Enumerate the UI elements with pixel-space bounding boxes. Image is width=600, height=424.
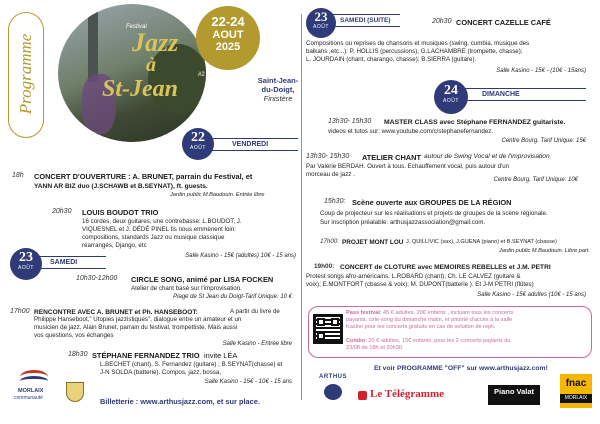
logo-edition: #2 <box>198 72 205 78</box>
sun-price-1: Centre Bourg. Tarif Unique: 15€ <box>501 138 586 144</box>
sat-line-2d: vos questions, vos échanges <box>34 332 114 339</box>
sat-line-2c: musicien de jazz, Alain Brunet, parrain du festival, trompettiste. Mais aussi <box>34 324 238 331</box>
sun-time-1: 13h30- 15h30 <box>328 118 372 125</box>
festival-word: Festival <box>126 24 147 30</box>
sat-time-1: 10h30-12h00 <box>76 275 118 282</box>
date-year: 2025 <box>215 41 241 53</box>
sun-time-4: 19h00: <box>314 263 335 270</box>
location-line1: Saint-Jean- <box>257 76 299 85</box>
sat-title-3: STÉPHANE FERNANDEZ TRIO <box>92 351 200 360</box>
fri-time-1: 18h <box>12 172 24 179</box>
fri-title-2: LOUIS BOUDOT TRIO <box>82 208 159 217</box>
day-label-sunday: DIMANCHE <box>482 91 520 98</box>
pass-line-3: Kasino pour les concerts gratuits en cas de solution de repli. <box>346 324 496 330</box>
sun-line-2b: morceau de jazz . <box>306 171 355 178</box>
qr-finder-3 <box>317 332 325 340</box>
telegramme-logo <box>358 388 464 404</box>
sun-line-3c: J. QUILLIVIC (sax), J.GUENA (piano) et B.SEYNAT (cbasse) <box>406 239 557 245</box>
date-circle <box>196 6 260 70</box>
sun-line-2a: Par Valérie BERDAH. Ouvert à tous. Echauffement vocal, puis autour d'un <box>306 163 510 170</box>
day-month-22: AOÛT <box>190 145 206 151</box>
arthus-mark <box>324 384 342 400</box>
day-num-22: 22 <box>191 130 205 145</box>
morlaix-text: MORLAIX <box>18 388 44 394</box>
sat-invite-3: invite LÉA <box>204 351 238 360</box>
sat-time-3: 18h30 <box>68 351 88 358</box>
ticket-line: Billetterie : www.arthusjazz.com, et sur place. <box>100 397 260 406</box>
logo-a: à <box>146 54 156 76</box>
sun-line-4b: voix); E.MONTFORT (cbasse & voix); M. DUPONT(batterie ). Et J-M PETRI (flûtes) <box>306 281 534 288</box>
sat-line-3a: L.BECHET (chant), S. Fernandez (guitare) ; B.SEYNAT(chasse) et <box>100 361 283 368</box>
morlaix-text2: communauté <box>14 395 43 401</box>
fri-line-2d: réarrangés, Django, etc <box>82 242 147 249</box>
fri-line-2b: VIQUESNEL et J. DÉDÉ PINEL Ils nous emmènent loin: <box>82 226 236 233</box>
arthus-text: ARTHUS <box>319 374 347 380</box>
combo-line-1 <box>346 338 511 345</box>
church-tower <box>88 12 98 82</box>
sat-line-1: Atelier de chant basé sur l'improvisation. <box>131 285 242 292</box>
logo-jazz: Jazz <box>132 28 179 57</box>
sat2-title: CONCERT CAZELLE CAFÉ <box>456 18 551 27</box>
fri-line-2a: 16 cordes, deux guitares, une contrebasse: L.BOUDOT, J. <box>82 218 242 225</box>
day-badge-22 <box>182 128 214 160</box>
piano-valat-text: Piano Valat <box>493 387 535 396</box>
day-num-24: 24 <box>444 83 458 98</box>
pass-label: Pass festival <box>346 310 380 316</box>
logo-stjean: St-Jean <box>102 76 179 102</box>
sun-title-1: MASTER CLASS avec Stéphane FERNANDEZ guitariste. <box>384 119 566 126</box>
sun-line-4a: Protest songs afro-américains. L.ROBARD (chant); Ch. LE CALVEZ (guitare & <box>306 273 521 280</box>
location-line2: du-Doigt, <box>261 85 295 94</box>
fnac-text: fnac <box>565 378 587 389</box>
qr-code[interactable] <box>313 314 343 344</box>
sun-line-1: videos et tutos sur: www.youtube.com/c/stephanefernandez. <box>328 128 494 135</box>
sun-tail-2: autour de Swing Vocal et de l'improvisation <box>424 153 550 160</box>
sat-note-2: Salle Kasino - Entrée libre <box>222 341 292 347</box>
sun-title-3: Scène ouverte aux GROUPES DE LA RÉGION <box>352 198 512 207</box>
day-month-24: AOÛT <box>443 98 459 104</box>
day-label-friday: VENDREDI <box>232 141 269 148</box>
pass-line-1 <box>346 310 513 317</box>
sat-line-2b: Philippe Hanseboot," Utopies jazzistiques", dialogue entre un amateur et un <box>34 316 242 323</box>
sat2-line-b: balkans ,etc...): P. HOLLIS (percussions), G.LACHAMBRE (trompette, chasse); <box>306 48 523 55</box>
sat-line-3b: J-N SOLDA (batterie). Compos, jazz, bossa, <box>100 369 222 376</box>
sun-note-3: Jardin public M.Baudouin. Libre part. <box>498 248 590 254</box>
day-month-23b: AOÛT <box>313 24 329 30</box>
sat2-time: 20h30 <box>432 18 452 25</box>
sat-time-2: 17h00 <box>10 308 30 315</box>
sun-title-3b: PROJET MONT LOU <box>342 239 404 246</box>
sun-time-3b: 17h00: <box>320 238 339 245</box>
sat-price-1: Plage de St Jean du Doigt-Tarif Unique: 10 € <box>173 294 292 300</box>
day-label-saturday-suite: SAMEDI (SUITE) <box>340 17 391 24</box>
combo-text: : 20 € adultes, 15€ enfants, pour les 2 concerts payants du <box>365 338 511 344</box>
day-badge-23b <box>306 8 336 38</box>
piano-valat-logo <box>488 385 540 405</box>
sun-time-3: 15h30: <box>324 198 346 205</box>
sun-line-3b: Sur inscription préalable: arthusjazzassociation@gmail.com. <box>320 219 486 226</box>
sat2-price: Salle Kasino - 15€ - (10€ - 15ans) <box>496 68 586 74</box>
pass-text: : 45 € adultes, 20€ enfants , incluant tous les concerts <box>379 310 514 316</box>
day-badge-24 <box>434 80 468 114</box>
sat2-line-c: L. JOURDAIN (chant, charango, chasse); B.SIERRA (guitare). <box>306 56 477 63</box>
sun-title-2: ATELIER CHANT <box>362 153 421 162</box>
fri-title-1: CONCERT D'OUVERTURE : A. BRUNET, parrain du Festival, et <box>34 172 253 181</box>
day-num-23a: 23 <box>19 250 33 265</box>
arthus-logo <box>316 374 350 404</box>
sun-line-3a: Coup de projecteur sur les réalisations et projets de groupes de la scène régionale. <box>320 210 548 217</box>
fri-price-2: Salle Kasino - 15€ (adultes) 10€ - 15 ans) <box>185 253 296 259</box>
combo-line-2: 23/08 de 18h et 20h30. <box>346 345 404 351</box>
sidebar-label: Programme <box>16 33 35 115</box>
column-divider <box>301 14 302 400</box>
off-line: Et voir PROGRAMME "OFF" sur www.arthusjazz.com! <box>374 365 548 372</box>
morlaix-logo <box>12 368 56 404</box>
location-line3: Finistère <box>263 94 293 103</box>
morlaix-wave2 <box>20 376 48 386</box>
sat-price-3: Salle Kasino - 15€ - 10€ - 15 ans <box>204 379 292 385</box>
telegramme-icon <box>358 391 367 400</box>
fnac-logo <box>560 374 592 408</box>
telegramme-text: Le Télégramme <box>370 388 445 400</box>
fnac-sub: MORLAIX <box>560 394 592 403</box>
sat-title-2: RENCONTRE AVEC A. BRUNET et Ph. HANSEBOOT: <box>34 309 198 316</box>
combo-label: Combo <box>346 338 366 344</box>
commune-crest <box>66 382 84 402</box>
sun-time-2: 13h30- 15h30 <box>306 153 350 160</box>
pass-line-2: payants, cirle-song du dimanche matin, et priorité d'accès à la salle <box>346 317 513 323</box>
fri-time-2: 20h30 <box>52 208 72 215</box>
sun-title-4: CONCERT de CLOTURE avec MEMOIRES REBELLES et J.M. PETRI <box>340 264 551 271</box>
day-label-saturday: SAMEDI <box>50 259 78 266</box>
sun-price-4: Salle Kasino - 15€ adultes (10€ - 15 ans) <box>477 292 586 298</box>
date-month: AOUT <box>212 29 244 41</box>
sat-line-2a: A partir du livre de <box>230 308 280 315</box>
sat-title-1: CIRCLE SONG, animé par LISA FOCKEN <box>131 275 274 284</box>
day-month-23a: AOÛT <box>18 265 34 271</box>
sat2-line-a: Compositions ou reprises de chansons et musiques (swing, cumbia, musique des <box>306 40 530 47</box>
sidebar <box>0 0 52 140</box>
festival-logo <box>58 4 206 142</box>
location <box>248 76 308 103</box>
date-days: 22-24 <box>211 14 245 29</box>
sun-price-2: Centre Bourg. Tarif Unique: 10€ <box>493 177 578 183</box>
fri-title-1b: YANN AR BIZ duo (J.SCHAWB et B.SEYNAT), ft. guests. <box>34 183 208 190</box>
qr-finder-1 <box>317 318 325 326</box>
day-num-23b: 23 <box>314 9 328 24</box>
qr-finder-2 <box>331 318 339 326</box>
fri-line-2c: compositions, standards Jazz ou musique classique <box>82 234 225 241</box>
fri-note-1: Jardin public M.Baudouin. Entrée libre <box>170 192 265 198</box>
day-badge-23a <box>10 248 42 280</box>
